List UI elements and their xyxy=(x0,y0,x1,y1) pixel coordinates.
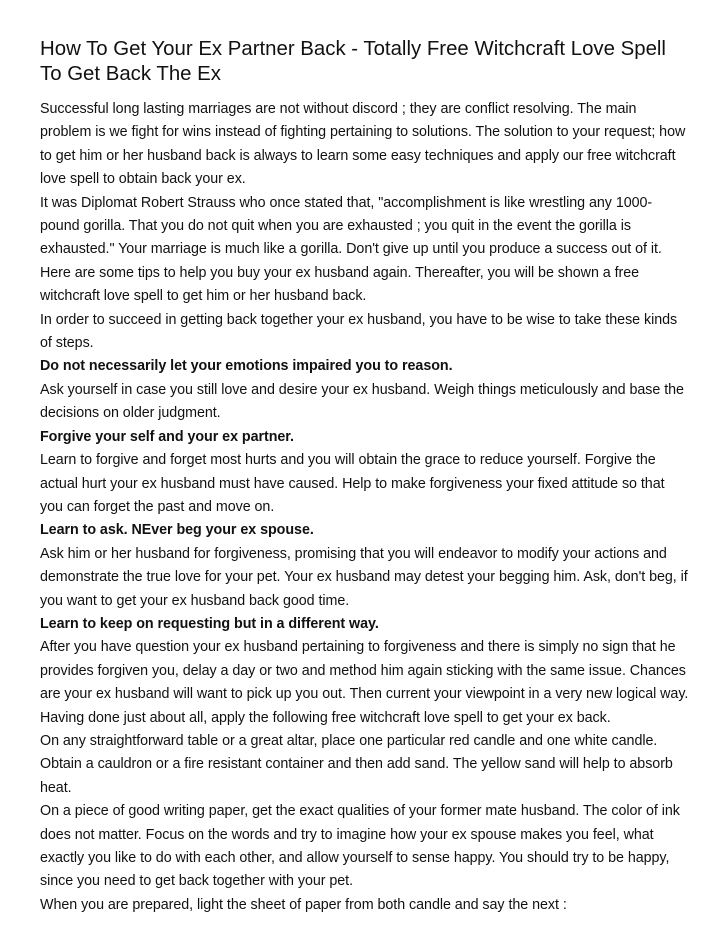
section-heading: Learn to ask. NEver beg your ex spouse. xyxy=(40,522,314,539)
body-paragraph: When you are prepared, light the sheet of paper from both candle and say the next : xyxy=(40,896,567,913)
body-paragraph: Successful long lasting marriages are not without discord ; they are conflict resolving. The main problem is we fight for wins instead of fighting pertaining to solutions. The solution to your request; how to get him or her husband back is always to learn some easy techniques and apply our free witchcraft love spell to obtain back your ex. xyxy=(40,101,686,188)
body-paragraph: Learn to forgive and forget most hurts and you will obtain the grace to reduce yourself. Forgive the actual hurt your ex husband must have caused. Help to make forgiveness your fixed attitude so that you can forget the past and move on. xyxy=(40,452,665,515)
section-heading: Do not necessarily let your emotions impaired you to reason. xyxy=(40,358,453,375)
body-paragraph: Ask yourself in case you still love and desire your ex husband. Weigh things meticulously and base the decisions on older judgment. xyxy=(40,381,684,422)
document-page xyxy=(40,37,690,917)
body-paragraph: Ask him or her husband for forgiveness, promising that you will endeavor to modify your actions and demonstrate the true love for your pet. Your ex husband may detest your begging him. Ask, don't beg, if you want to get your ex husband back good time. xyxy=(40,545,688,609)
body-paragraph: After you have question your ex husband pertaining to forgiveness and there is simply no sign that he provides forgiven you, delay a day or two and method him again sticking with the same issue. Chances are your ex husband will want to pick up you out. Then current your viewpoint in a very new logical way. xyxy=(40,639,689,703)
body-paragraph: On a piece of good writing paper, get the exact qualities of your former mate husband. The color of ink does not matter. Focus on the words and try to imagine how your ex spouse makes you feel, what exactly you like to do with each other, and allow yourself to sense happy. You should try to be happy, since you need to get back together with your pet. xyxy=(40,803,680,890)
document-body xyxy=(40,98,690,917)
section-heading: Forgive your self and your ex partner. xyxy=(40,428,294,445)
body-paragraph: On any straightforward table or a great altar, place one particular red candle and one white candle. Obtain a cauldron or a fire resistant container and then add sand. The yellow sand will help to absorb heat. xyxy=(40,732,673,796)
section-heading: Learn to keep on requesting but in a different way. xyxy=(40,615,379,632)
body-paragraph: Having done just about all, apply the following free witchcraft love spell to get your ex back. xyxy=(40,709,611,726)
body-paragraph: Here are some tips to help you buy your ex husband again. Thereafter, you will be shown a free witchcraft love spell to get him or her husband back. xyxy=(40,264,640,305)
document-title: How To Get Your Ex Partner Back - Totally Free Witchcraft Love Spell To Get Back The Ex xyxy=(40,38,666,85)
body-paragraph: It was Diplomat Robert Strauss who once stated that, "accomplishment is like wrestling any 1000-pound gorilla. That you do not quit when you are exhausted ; you quit in the event the gorilla is exhausted." Your marriage is much like a gorilla. Don't give up until you produce a success out of it. xyxy=(40,194,662,258)
body-paragraph: In order to succeed in getting back together your ex husband, you have to be wise to take these kinds of steps. xyxy=(40,311,678,352)
